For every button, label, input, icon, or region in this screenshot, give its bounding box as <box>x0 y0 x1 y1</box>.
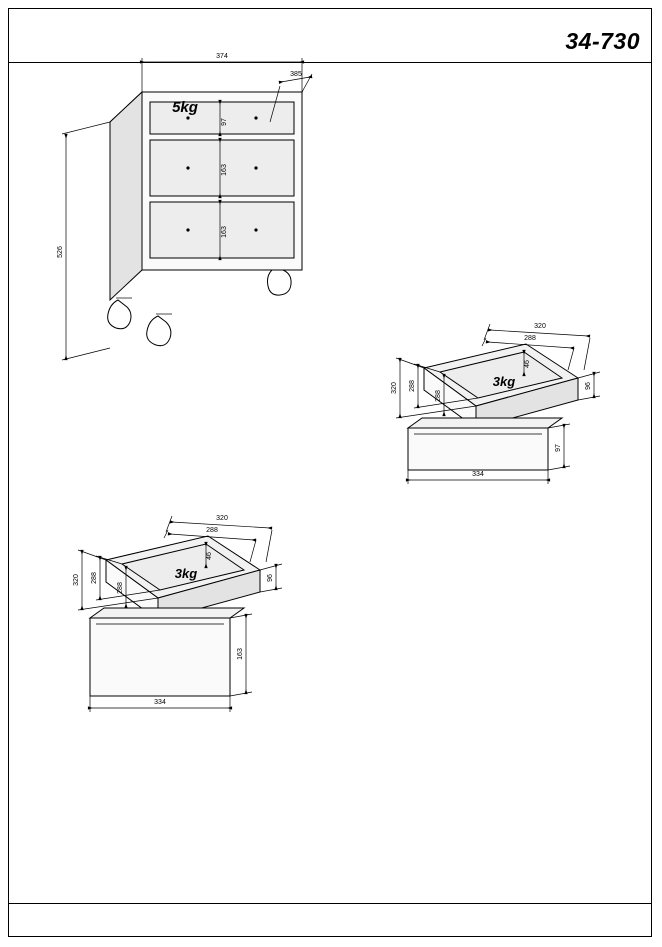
dim-cabinet-width: 374 <box>216 53 228 60</box>
cabinet-load-label: 5kg <box>172 99 198 116</box>
dim-dl-front-height: 163 <box>237 648 244 660</box>
dim-dl-side-height: 96 <box>267 574 274 582</box>
dim-dr-front-height: 97 <box>555 444 562 452</box>
dim-drawer-front-top: 97 <box>221 118 228 126</box>
dim-dl-side-depth: 288 <box>91 572 98 584</box>
dim-dr-outer-width: 320 <box>534 323 546 330</box>
dim-dl-inner-width: 288 <box>206 527 218 534</box>
drawer-right-load-label: 3kg <box>492 374 516 389</box>
dim-dl-inner-depth: 288 <box>117 582 124 594</box>
dim-cabinet-height: 526 <box>57 246 64 258</box>
dim-dr-inner-depth: 288 <box>435 390 442 402</box>
dim-dr-inner-height: 46 <box>524 360 531 368</box>
dim-drawer-front-middle: 163 <box>221 164 228 176</box>
dim-dr-inner-width: 288 <box>524 335 536 342</box>
dim-dr-side-depth: 288 <box>409 380 416 392</box>
dim-dl-front-width: 334 <box>154 699 166 706</box>
dim-dr-front-width: 334 <box>472 471 484 478</box>
drawer-left-load-label: 3kg <box>174 566 198 581</box>
figure-drawer-right <box>378 318 618 518</box>
dim-dl-outer-depth: 320 <box>73 574 80 586</box>
dim-drawer-front-bottom: 163 <box>221 226 228 238</box>
dim-dl-outer-width: 320 <box>216 515 228 522</box>
dim-dl-inner-height: 46 <box>206 552 213 560</box>
page-code: 34-730 <box>565 28 640 54</box>
figure-drawer-left <box>60 500 310 730</box>
dim-dr-outer-depth: 320 <box>391 382 398 394</box>
dim-cabinet-depth: 385 <box>290 71 302 78</box>
footer-divider <box>9 903 651 904</box>
figure-cabinet <box>40 30 360 380</box>
dim-dr-side-height: 96 <box>585 382 592 390</box>
